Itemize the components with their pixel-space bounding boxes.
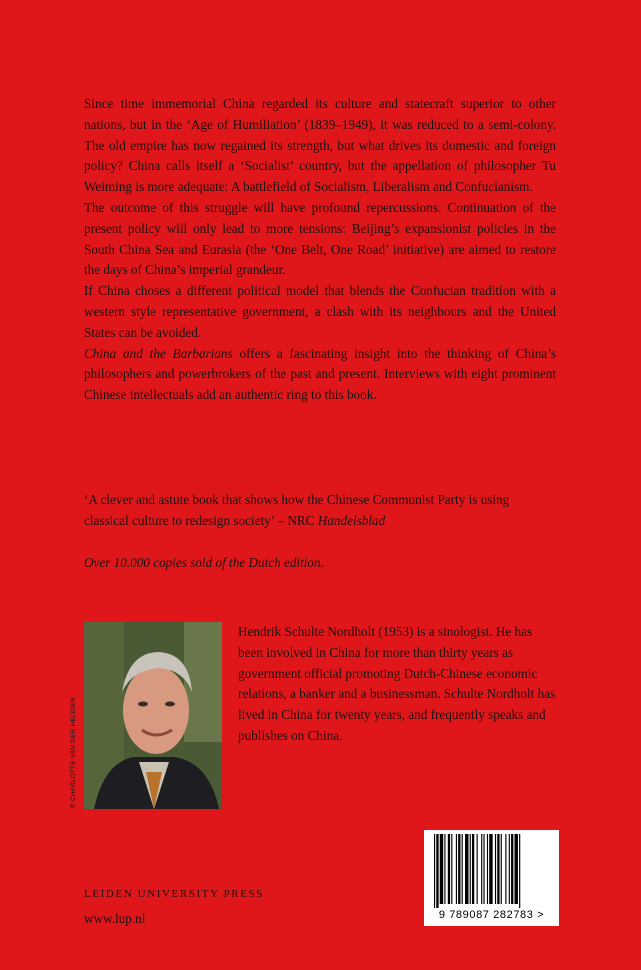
blurb-paragraph: If China choses a different political model that blends the Confucian tradition with a western style representative government, a clash with its neighbours and the United States can be avoided. — [84, 283, 556, 340]
isbn-barcode — [424, 830, 559, 926]
quote-source: Handelsblad — [317, 512, 386, 528]
barcode-icon — [432, 834, 551, 908]
photo-credit: © CHARLOTTE VAN DER HEIJDEN — [70, 697, 77, 808]
blurb-text: offers a fascinating insight into the thinking of China’s philosophers and powerbrokers of the past and present. Interviews with eight prominent Chinese intellectuals add an authentic ring to this book. — [84, 345, 557, 403]
review-quote — [84, 490, 556, 532]
blurb-paragraph — [84, 344, 556, 406]
blurb-paragraph: The outcome of this struggle will have profound repercussions. Continuation of the present policy will only lead to more tensions: Beijing’s expansionist policies in the South China Sea and Eurasia (the ‘One Belt, One Road’ initiative) are aimed to restore the days of China’s imperial grandeur. — [84, 199, 556, 278]
sales-note: Over 10.000 copies sold of the Dutch edition. — [84, 555, 324, 570]
author-photo — [84, 622, 222, 809]
publisher-website: www.lup.nl — [84, 911, 146, 926]
author-bio: Hendrik Schulte Nordholt (1953) is a sinologist. He has been involved in China for more than thirty years as government official promoting Dutch-Chinese economic relations, a banker and a businessman. Schulte Nordholt has lived in China for twenty years, and frequently speaks and publishes on China. — [238, 624, 556, 743]
book-title: China and the Barbarians — [84, 345, 233, 361]
publisher-name: LEIDEN UNIVERSITY PRESS — [84, 888, 265, 900]
quote-text: ‘A clever and astute book that shows how the Chinese Communist Party is using classical culture to redesign society’ – NRC — [84, 492, 510, 528]
blurb-paragraph: Since time immemorial China regarded its culture and statecraft superior to other nations, but in the ‘Age of Humiliation’ (1839–1949), it was reduced to a semi-colony. The old empire has now regained its strength, but what drives its domestic and foreign policy? China calls itself a ‘Socialist’ country, but the appellation of philosopher Tu Weiming is more adequate: A battlefield of Socialism, Liberalism and Confucianism. — [84, 96, 556, 195]
isbn-number: 9 789087 282783 > — [438, 909, 545, 921]
back-cover-blurb — [84, 94, 556, 406]
